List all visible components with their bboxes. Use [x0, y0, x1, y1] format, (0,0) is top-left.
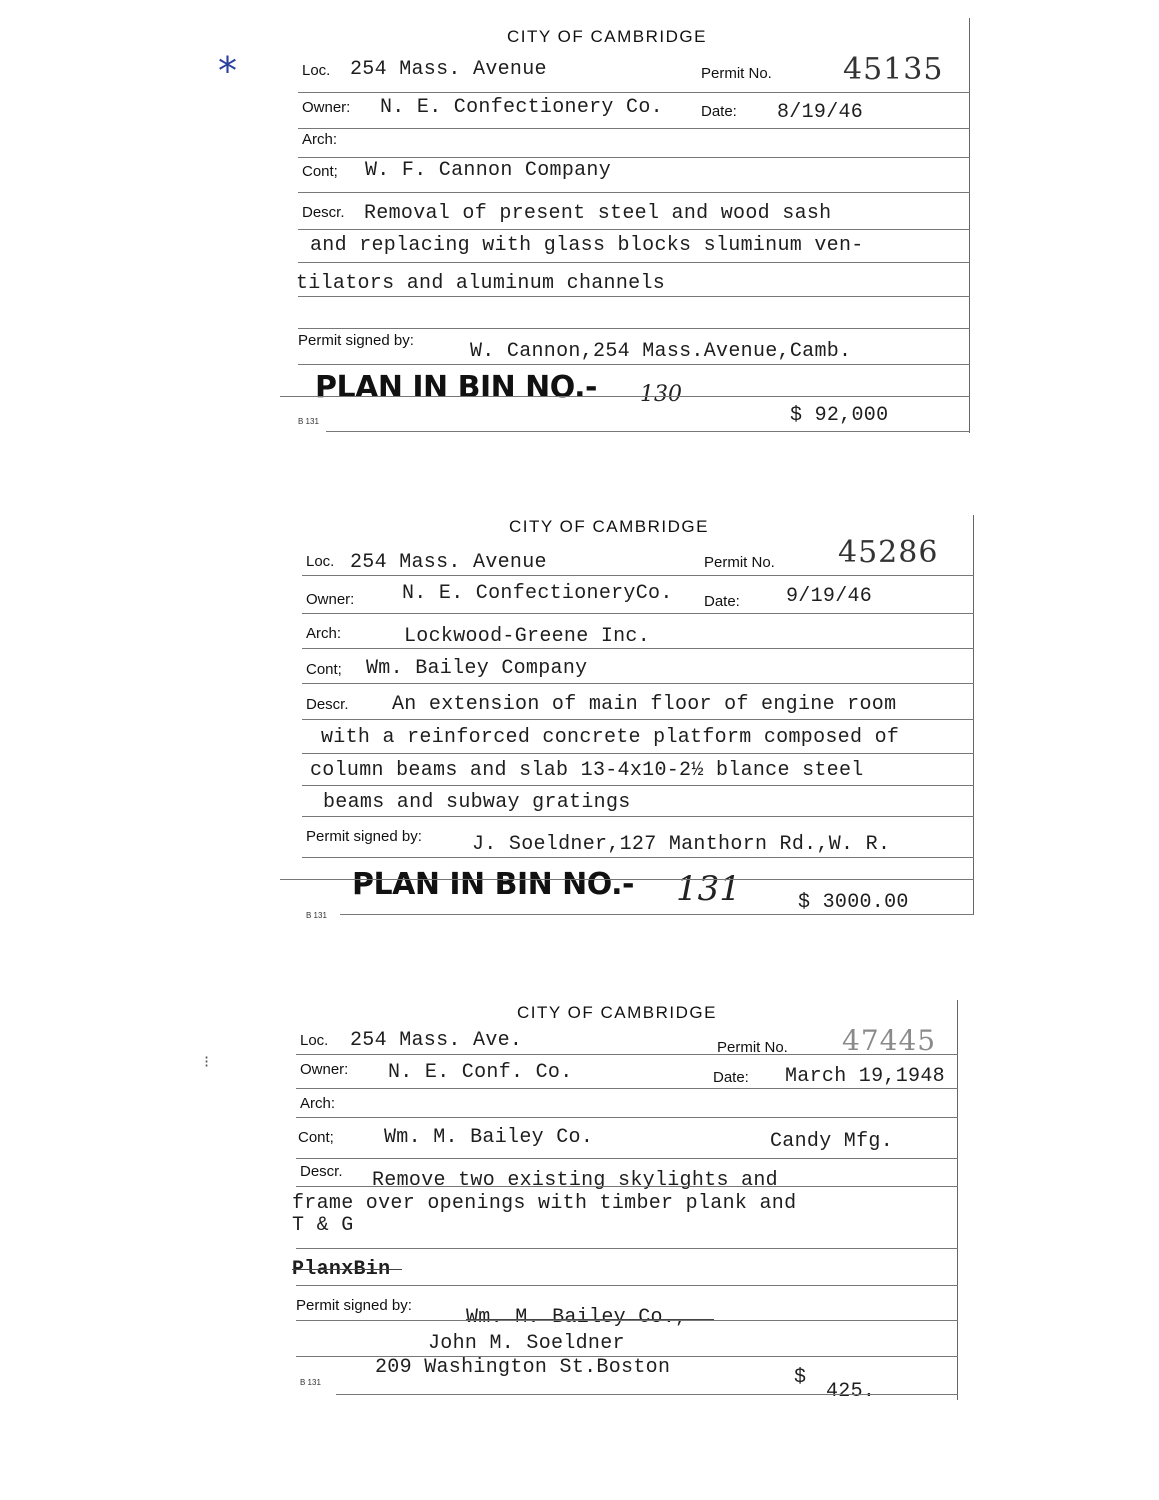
- card-heading: CITY OF CAMBRIDGE: [509, 517, 709, 536]
- descr-line: Removal of present steel and wood sash: [364, 202, 832, 225]
- rule-line: [302, 719, 974, 720]
- owner-value: N. E. ConfectioneryCo.: [402, 582, 673, 605]
- descr-line: tilators and aluminum channels: [296, 272, 666, 295]
- rule-line: [298, 92, 970, 93]
- permit-no-label: Permit No.: [701, 65, 772, 82]
- descr-label: Descr.: [300, 1163, 343, 1180]
- rule-line: [298, 364, 970, 365]
- descr-line: column beams and slab 13-4x10-2½ blance steel: [310, 759, 864, 782]
- descr-line: frame over openings with timber plank and: [292, 1192, 797, 1215]
- rule-line: [280, 396, 970, 397]
- permit-card-2: [280, 515, 974, 920]
- rule-line: [302, 575, 974, 576]
- owner-label: Owner:: [306, 591, 355, 608]
- date-value: 9/19/46: [786, 585, 873, 608]
- arch-label: Arch:: [300, 1095, 336, 1112]
- rule-line: [298, 262, 970, 263]
- rule-line: [302, 753, 974, 754]
- loc-label: Loc.: [306, 553, 335, 570]
- owner-value: N. E. Confectionery Co.: [380, 96, 663, 119]
- permit-number: 47445: [842, 1024, 937, 1057]
- rule-line: [302, 613, 974, 614]
- owner-value: N. E. Conf. Co.: [388, 1061, 573, 1084]
- descr-line: Remove two existing skylights and: [372, 1169, 778, 1192]
- bin-number-handwritten: 130: [640, 382, 682, 407]
- signed-by-line: 209 Washington St.Boston: [375, 1356, 671, 1379]
- date-value: March 19,1948: [785, 1065, 945, 1088]
- rule-line: [298, 328, 970, 329]
- bin-number-handwritten: 131: [676, 869, 741, 909]
- date-value: 8/19/46: [777, 101, 864, 124]
- rule-line: [298, 229, 970, 230]
- cont-value: Wm. Bailey Company: [366, 657, 588, 680]
- signed-by-value: J. Soeldner,127 Manthorn Rd.,W. R.: [472, 833, 891, 856]
- cont-label: Cont;: [298, 1129, 334, 1146]
- loc-value: 254 Mass. Avenue: [350, 58, 547, 81]
- descr-line: beams and subway gratings: [323, 791, 631, 814]
- valuation-amount: $ 3000.00: [798, 891, 909, 914]
- cont-label: Cont;: [302, 163, 338, 180]
- signed-by-label: Permit signed by:: [298, 332, 414, 349]
- permit-no-label: Permit No.: [704, 554, 775, 571]
- descr-label: Descr.: [302, 204, 345, 221]
- valuation-amount: $ 92,000: [790, 404, 889, 427]
- date-label: Date:: [713, 1069, 749, 1086]
- descr-line: and replacing with glass blocks sluminum ven-: [310, 234, 864, 257]
- rule-line: [296, 1285, 958, 1286]
- rule-line: [296, 1320, 958, 1321]
- punch-hole-mark: ⁝: [204, 1052, 210, 1071]
- signed-by-line: John M. Soeldner: [428, 1332, 625, 1355]
- descr-line: An extension of main floor of engine room: [392, 693, 897, 716]
- card-heading: CITY OF CAMBRIDGE: [517, 1003, 717, 1022]
- descr-label: Descr.: [306, 696, 349, 713]
- plan-in-bin-stamp: PLAN IN BIN NO.-: [315, 370, 597, 405]
- signed-by-value: W. Cannon,254 Mass.Avenue,Camb.: [470, 340, 852, 363]
- permit-card-1: [280, 18, 970, 433]
- arch-label: Arch:: [302, 131, 338, 148]
- permit-number: 45135: [843, 52, 944, 87]
- rule-line: [326, 431, 970, 432]
- descr-line: with a reinforced concrete platform composed of: [321, 726, 900, 749]
- owner-label: Owner:: [302, 99, 351, 116]
- form-number: B 131: [306, 911, 327, 920]
- use-value: Candy Mfg.: [770, 1130, 894, 1153]
- rule-line: [298, 296, 970, 297]
- card-heading: CITY OF CAMBRIDGE: [507, 27, 707, 46]
- loc-value: 254 Mass. Ave.: [350, 1029, 523, 1052]
- rule-line: [296, 1117, 958, 1118]
- loc-label: Loc.: [302, 62, 331, 79]
- rule-line: [302, 857, 974, 858]
- rule-line: [302, 683, 974, 684]
- signed-by-line: Wm. M. Bailey Co.,: [466, 1306, 688, 1329]
- rule-line: [296, 1054, 958, 1055]
- cont-label: Cont;: [306, 661, 342, 678]
- rule-line: [336, 1394, 958, 1395]
- signed-by-label: Permit signed by:: [306, 828, 422, 845]
- cont-value: W. F. Cannon Company: [365, 159, 612, 182]
- descr-line: T & G: [292, 1214, 354, 1237]
- strike-through: [292, 1269, 402, 1270]
- rule-line: [296, 1186, 958, 1187]
- permit-number: 45286: [838, 535, 939, 570]
- card-right-border: [957, 1000, 958, 1400]
- rule-line: [340, 914, 974, 915]
- rule-line: [296, 1158, 958, 1159]
- rule-line: [302, 816, 974, 817]
- loc-value: 254 Mass. Avenue: [350, 551, 547, 574]
- amount-symbol: $: [794, 1366, 807, 1389]
- date-label: Date:: [701, 103, 737, 120]
- arch-value: Lockwood-Greene Inc.: [404, 625, 651, 648]
- form-number: B 131: [300, 1378, 321, 1387]
- rule-line: [280, 879, 974, 880]
- date-label: Date:: [704, 593, 740, 610]
- valuation-amount: 425.: [826, 1380, 876, 1403]
- rule-line: [298, 128, 970, 129]
- cont-value: Wm. M. Bailey Co.: [384, 1126, 594, 1149]
- rule-line: [302, 785, 974, 786]
- permit-card-3: [280, 1000, 958, 1403]
- signed-by-label: Permit signed by:: [296, 1297, 412, 1314]
- asterisk-mark: *: [218, 49, 237, 93]
- struck-typed-text: PlanxBin: [292, 1258, 391, 1281]
- rule-line: [296, 1248, 958, 1249]
- form-number: B 131: [298, 417, 319, 426]
- rule-line: [296, 1088, 958, 1089]
- rule-line: [298, 157, 970, 158]
- rule-line: [298, 192, 970, 193]
- plan-in-bin-stamp: PLAN IN BIN NO.-: [352, 867, 634, 902]
- card-right-border: [969, 18, 970, 433]
- permit-no-label: Permit No.: [717, 1039, 788, 1056]
- owner-label: Owner:: [300, 1061, 349, 1078]
- rule-line: [302, 648, 974, 649]
- arch-label: Arch:: [306, 625, 342, 642]
- loc-label: Loc.: [300, 1032, 329, 1049]
